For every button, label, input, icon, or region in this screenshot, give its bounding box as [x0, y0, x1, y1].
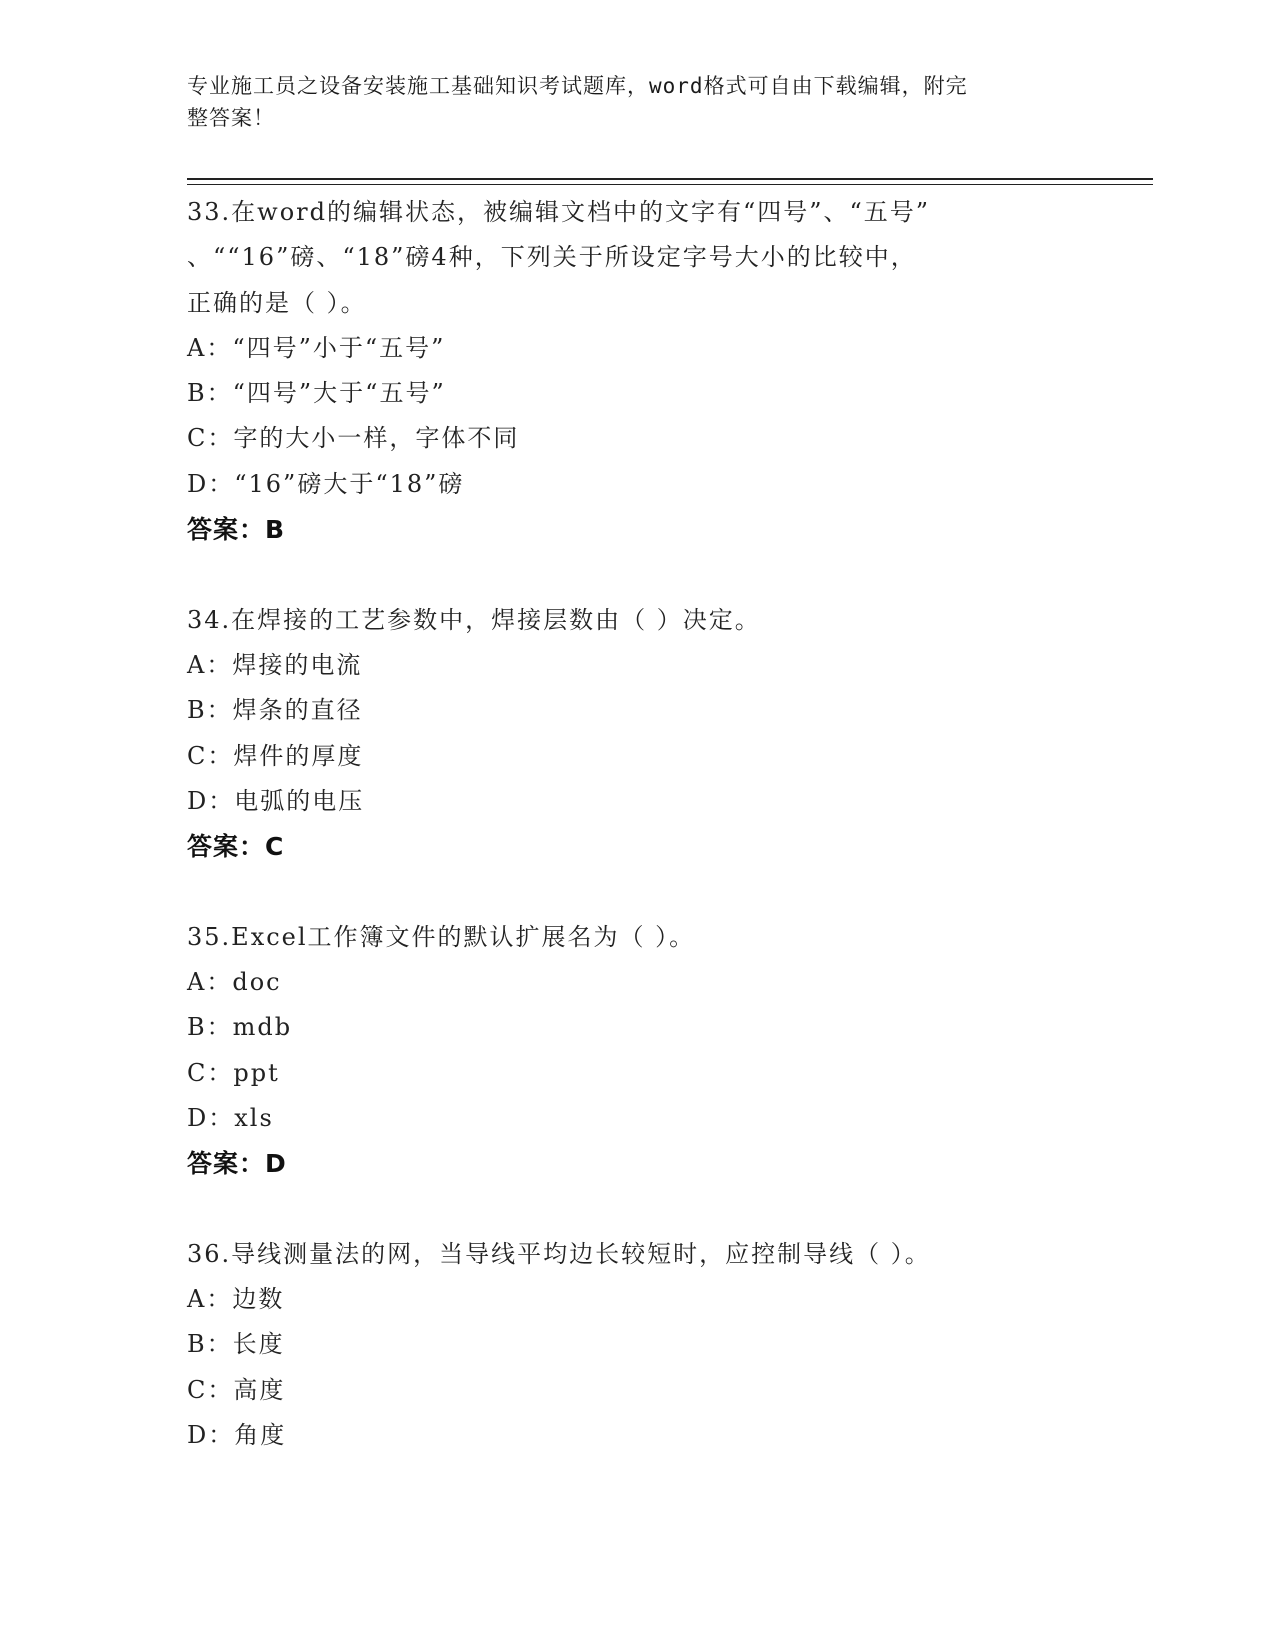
question-list [187, 190, 1127, 1458]
header-line-2: 整答案！ [187, 106, 275, 130]
answer-text: 答案：B [187, 515, 286, 545]
option-b: B：焊条的直径 [187, 696, 363, 725]
option-d: D：电弧的电压 [187, 786, 365, 815]
option-a: A：焊接的电流 [187, 650, 363, 679]
header-line-1: 专业施工员之设备安装施工基础知识考试题库，word格式可自由下载编辑，附完 [187, 74, 968, 98]
spacer [187, 869, 1127, 914]
option-b: B：“四号”大于“五号” [187, 379, 446, 408]
question-stem: 33.在word的编辑状态，被编辑文档中的文字有“四号”、“五号” [187, 198, 931, 226]
spacer [187, 552, 1127, 597]
option-c: C：ppt [187, 1058, 280, 1087]
option-a: A：“四号”小于“五号” [187, 333, 446, 362]
option-a: A：doc [187, 968, 282, 997]
question-stem: 正确的是（ ）。 [187, 288, 367, 317]
option-c: C：高度 [187, 1375, 286, 1404]
header-divider-thin [187, 184, 1153, 185]
answer-text: 答案：C [187, 832, 285, 862]
header-divider-thick [187, 178, 1153, 180]
answer-text: 答案：D [187, 1149, 287, 1179]
option-d: D：角度 [187, 1421, 287, 1450]
question-35 [187, 915, 1127, 1187]
question-stem: 34.在焊接的工艺参数中，焊接层数由（ ）决定。 [187, 605, 761, 634]
question-stem: 35.Excel工作簿文件的默认扩展名为（ ）。 [187, 922, 696, 951]
option-d: D：xls [187, 1103, 274, 1132]
option-a: A：边数 [187, 1285, 285, 1314]
question-33 [187, 190, 1127, 552]
option-b: B：长度 [187, 1330, 285, 1359]
option-c: C：焊件的厚度 [187, 741, 364, 770]
question-stem: 36.导线测量法的网，当导线平均边长较短时，应控制导线（ ）。 [187, 1239, 931, 1268]
question-34 [187, 598, 1127, 870]
option-b: B：mdb [187, 1013, 293, 1042]
option-d: D：“16”磅大于“18”磅 [187, 469, 465, 498]
question-36 [187, 1232, 1127, 1458]
question-stem: 、““16”磅、“18”磅4种，下列关于所设定字号大小的比较中， [187, 243, 917, 272]
option-c: C：字的大小一样，字体不同 [187, 424, 520, 453]
document-header [187, 70, 1067, 134]
spacer [187, 1187, 1127, 1232]
